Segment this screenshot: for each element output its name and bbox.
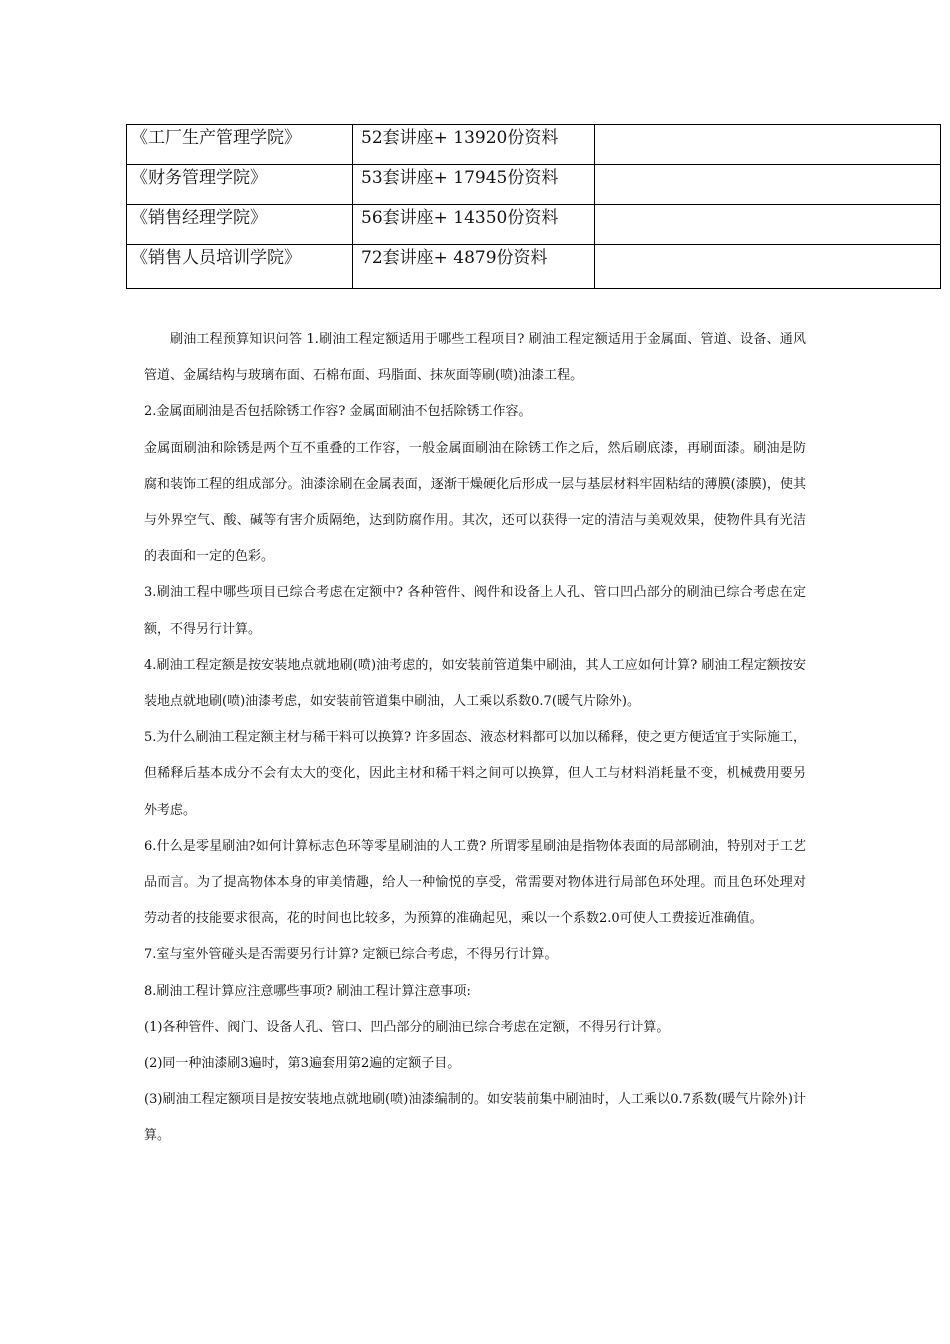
table-cell-content: 52套讲座+ 13920份资料 <box>353 125 595 165</box>
paragraph-q5: 5.为什么刷油工程定额主材与稀干料可以换算? 许多固态、液态材料都可以加以稀释，使之更方便适宜于实际施工，但稀释后基本成分不会有太大的变化，因此主材和稀干料之间可以换算，但人工与材料消耗量不变，机械费用要另外考虑。 <box>144 730 806 818</box>
table-cell-name: 《销售经理学院》 <box>127 205 353 245</box>
table-cell-content: 56套讲座+ 14350份资料 <box>353 205 595 245</box>
table-cell-content: 53套讲座+ 17945份资料 <box>353 165 595 205</box>
paragraph-q8-item-2: (2)同一种油漆刷3遍时，第3遍套用第2遍的定额子目。 <box>144 1056 461 1072</box>
table-cell-note <box>595 245 941 289</box>
paragraph-intro-q1: 刷油工程预算知识问答 1.刷油工程定额适用于哪些工程项目? 刷油工程定额适用于金属面、管道、设备、通风管道、金属结构与玻璃布面、石棉布面、玛脂面、抹灰面等刷(喷)油漆工程。 <box>144 332 806 384</box>
table-row <box>127 205 941 245</box>
table-cell-name: 《财务管理学院》 <box>127 165 353 205</box>
table-cell-name: 《销售人员培训学院》 <box>127 245 353 289</box>
paragraph-q4: 4.刷油工程定额是按安装地点就地刷(喷)油考虑的，如安装前管道集中刷油，其人工应如何计算? 刷油工程定额按安装地点就地刷(喷)油漆考虑，如安装前管道集中刷油，人工乘以系数0.7(暖气片除外)。 <box>144 657 806 710</box>
paragraph-q8-item-3: (3)刷油工程定额项目是按安装地点就地刷(喷)油漆编制的。如安装前集中刷油时，人工乘以0.7系数(暖气片除外)计算。 <box>144 1092 806 1144</box>
catalog-table <box>126 124 941 289</box>
table-cell-note <box>595 205 941 245</box>
paragraph-q8-item-1: (1)各种管件、阀门、设备人孔、管口、凹凸部分的刷油已综合考虑在定额，不得另行计算。 <box>144 1019 670 1035</box>
table-cell-name: 《工厂生产管理学院》 <box>127 125 353 165</box>
paragraph-q2: 2.金属面刷油是否包括除锈工作容? 金属面刷油不包括除锈工作容。 <box>144 404 532 420</box>
paragraph-q8: 8.刷油工程计算应注意哪些事项? 刷油工程计算注意事项: <box>144 983 471 999</box>
table-row <box>127 245 941 289</box>
table-cell-content: 72套讲座+ 4879份资料 <box>353 245 595 289</box>
paragraph-q3: 3.刷油工程中哪些项目已综合考虑在定额中? 各种管件、阀件和设备上人孔、管口凹凸部分的刷油已综合考虑在定额，不得另行计算。 <box>144 585 806 637</box>
paragraph-q7: 7.室与室外管碰头是否需要另行计算? 定额已综合考虑，不得另行计算。 <box>144 947 558 963</box>
table-cell-note <box>595 125 941 165</box>
article-body <box>144 322 806 1155</box>
table-row <box>127 165 941 205</box>
table-cell-note <box>595 165 941 205</box>
paragraph-q2-detail: 金属面刷油和除锈是两个互不重叠的工作容，一般金属面刷油在除锈工作之后，然后刷底漆，再刷面漆。刷油是防腐和装饰工程的组成部分。油漆涂刷在金属表面，逐渐干燥硬化后形成一层与基层材料牢固粘结的薄膜(漆膜)，使其与外界空气、酸、碱等有害介质隔绝，达到防腐作用。其次，还可以获得一定的清洁与美观效果，使物件具有光洁的表面和一定的色彩。 <box>144 440 806 565</box>
paragraph-q6: 6.什么是零星刷油?如何计算标志色环等零星刷油的人工费? 所谓零星刷油是指物体表面的局部刷油，特别对于工艺品而言。为了提高物体本身的审美情趣，给人一种愉悦的享受，常需要对物体进行局部色环处理。而且色环处理对劳动者的技能要求很高，花的时间也比较多，为预算的准确起见，乘以一个系数2.0可使人工费接近准确值。 <box>144 838 806 927</box>
table-row <box>127 125 941 165</box>
